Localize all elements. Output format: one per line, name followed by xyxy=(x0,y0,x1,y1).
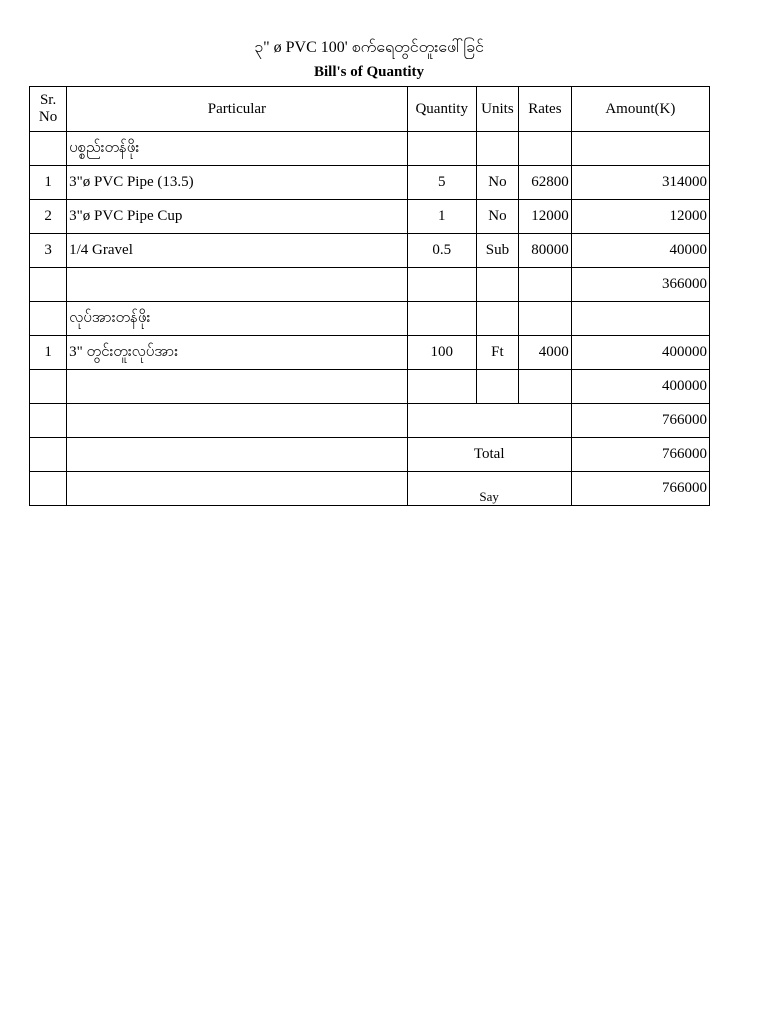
quantity-cell: 5 xyxy=(407,166,476,200)
sr-cell: 1 xyxy=(30,166,67,200)
sr-cell: 2 xyxy=(30,200,67,234)
amount-cell: 40000 xyxy=(571,234,709,268)
header-amount: Amount(K) xyxy=(571,87,709,132)
say-value: 766000 xyxy=(571,472,709,506)
table-row xyxy=(30,336,710,370)
particular-cell: 3" တွင်းတူးလုပ်အား xyxy=(67,336,408,370)
page-subtitle: Bill's of Quantity xyxy=(313,64,425,80)
rate-cell: 80000 xyxy=(519,234,572,268)
header-quantity: Quantity xyxy=(407,87,476,132)
grand-subtotal: 766000 xyxy=(571,404,709,438)
table-row xyxy=(30,166,710,200)
unit-cell: Sub xyxy=(476,234,518,268)
section-row-materials xyxy=(30,132,710,166)
table-header-row xyxy=(30,87,710,132)
labour-subtotal: 400000 xyxy=(571,370,709,404)
sr-cell: 3 xyxy=(30,234,67,268)
say-row xyxy=(30,472,710,506)
subtotal-row-labour xyxy=(30,370,710,404)
section-label-labour: လုပ်အားတန်ဖိုး xyxy=(67,302,408,336)
page-title: ၃" ø PVC 100' စက်ရေတွင်တူးဖေါ်ခြင် xyxy=(254,39,484,56)
total-value: 766000 xyxy=(571,438,709,472)
header-sr-no: Sr. No xyxy=(30,87,67,132)
quantity-cell: 1 xyxy=(407,200,476,234)
rate-cell: 12000 xyxy=(519,200,572,234)
subtotal-row-materials xyxy=(30,268,710,302)
total-label: Total xyxy=(407,438,571,472)
table-row xyxy=(30,234,710,268)
particular-cell: 3"ø PVC Pipe Cup xyxy=(67,200,408,234)
amount-cell: 400000 xyxy=(571,336,709,370)
amount-cell: 314000 xyxy=(571,166,709,200)
particular-cell: 1/4 Gravel xyxy=(67,234,408,268)
section-row-labour xyxy=(30,302,710,336)
particular-cell: 3"ø PVC Pipe (13.5) xyxy=(67,166,408,200)
sr-cell: 1 xyxy=(30,336,67,370)
rate-cell: 62800 xyxy=(519,166,572,200)
grand-subtotal-row xyxy=(30,404,710,438)
unit-cell: Ft xyxy=(476,336,518,370)
quantity-cell: 100 xyxy=(407,336,476,370)
say-label: Say xyxy=(407,472,571,506)
bill-of-quantity-table xyxy=(29,86,710,506)
header-particular: Particular xyxy=(67,87,408,132)
rate-cell: 4000 xyxy=(519,336,572,370)
amount-cell: 12000 xyxy=(571,200,709,234)
total-row xyxy=(30,438,710,472)
materials-subtotal: 366000 xyxy=(571,268,709,302)
table-row xyxy=(30,200,710,234)
unit-cell: No xyxy=(476,200,518,234)
section-label-materials: ပစ္စည်းတန်ဖိုး xyxy=(67,132,408,166)
quantity-cell: 0.5 xyxy=(407,234,476,268)
header-units: Units xyxy=(476,87,518,132)
header-rates: Rates xyxy=(519,87,572,132)
unit-cell: No xyxy=(476,166,518,200)
